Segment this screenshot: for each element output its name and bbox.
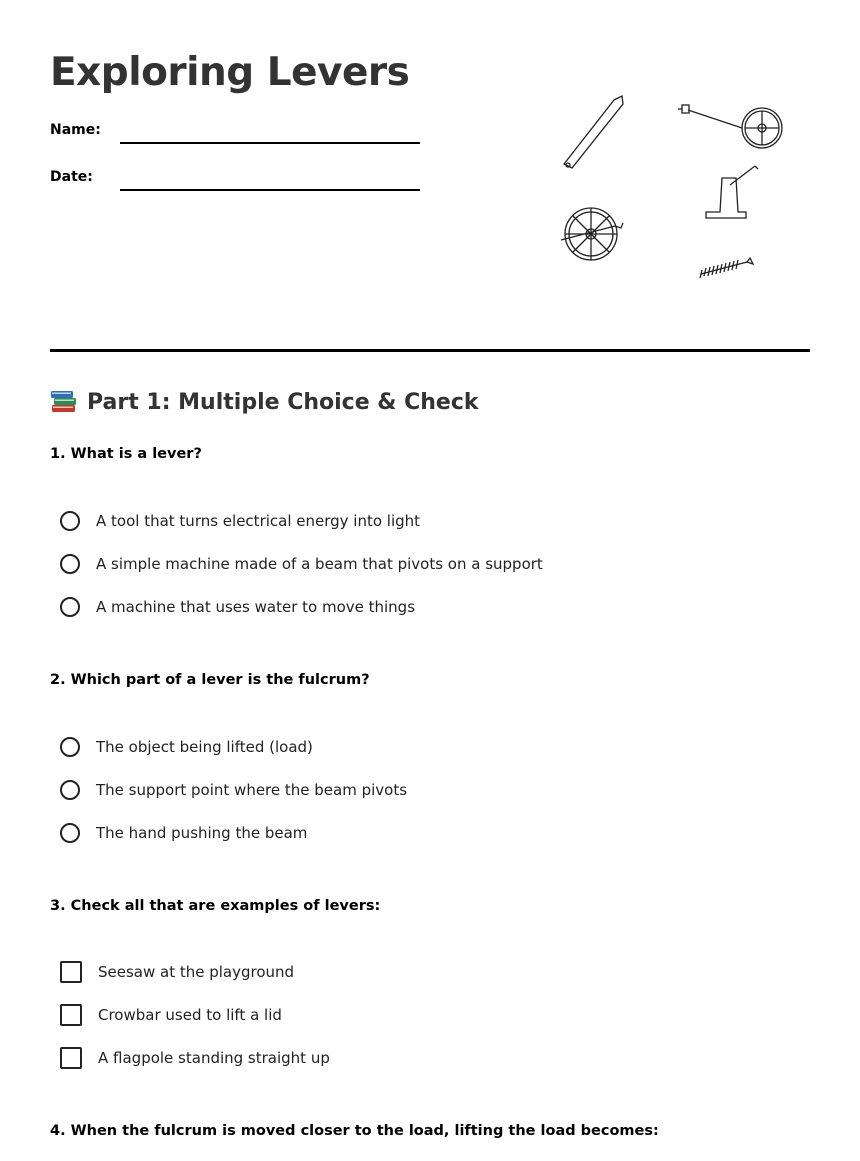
name-line[interactable] (120, 142, 420, 144)
radio-button[interactable] (60, 823, 80, 843)
q1-option-1[interactable] (60, 508, 420, 534)
name-field[interactable] (50, 122, 430, 152)
part1-heading-text: Part 1: Multiple Choice & Check (87, 389, 479, 415)
q1-option-3[interactable] (60, 594, 415, 620)
checkbox[interactable] (60, 961, 82, 983)
q2-option-3[interactable] (60, 820, 307, 846)
wheel-axle-icon (678, 105, 782, 148)
option-label: A machine that uses water to move things (96, 598, 416, 616)
option-label: The object being lifted (load) (96, 738, 313, 756)
q2-option-1[interactable] (60, 734, 313, 760)
lever-post-icon (706, 166, 758, 218)
question-4: 4. When the fulcrum is moved closer to the load, lifting the load becomes: (50, 1123, 659, 1139)
option-label: A tool that turns electrical energy into light (96, 512, 421, 530)
radio-button[interactable] (60, 597, 80, 617)
checkbox[interactable] (60, 1004, 82, 1026)
lever-bar-icon (564, 96, 623, 168)
q2-option-2[interactable] (60, 777, 407, 803)
question-3: 3. Check all that are examples of levers: (50, 898, 381, 914)
simple-machines-illustration (555, 90, 795, 290)
checkbox[interactable] (60, 1047, 82, 1069)
radio-button[interactable] (60, 554, 80, 574)
pulley-wheel-icon (561, 208, 623, 260)
date-label: Date: (50, 169, 93, 185)
worksheet-page (50, 0, 810, 1161)
option-label: The support point where the beam pivots (96, 781, 408, 799)
radio-button[interactable] (60, 511, 80, 531)
date-field[interactable] (50, 169, 430, 199)
question-2: 2. Which part of a lever is the fulcrum? (50, 672, 370, 688)
q3-option-1[interactable] (60, 959, 294, 985)
radio-button[interactable] (60, 780, 80, 800)
header-divider (50, 349, 810, 352)
option-label: Seesaw at the playground (98, 963, 295, 981)
q1-option-2[interactable] (60, 551, 543, 577)
q3-option-3[interactable] (60, 1045, 330, 1071)
q3-option-2[interactable] (60, 1002, 282, 1028)
screw-icon (700, 258, 753, 278)
question-1: 1. What is a lever? (50, 446, 202, 462)
name-label: Name: (50, 122, 101, 138)
option-label: The hand pushing the beam (96, 824, 308, 842)
part1-heading (50, 389, 479, 415)
radio-button[interactable] (60, 737, 80, 757)
books-icon (50, 389, 78, 415)
worksheet-title: Exploring Levers (50, 50, 410, 95)
date-line[interactable] (120, 189, 420, 191)
option-label: A simple machine made of a beam that pivots on a support (96, 555, 543, 573)
option-label: A flagpole standing straight up (98, 1049, 330, 1067)
option-label: Crowbar used to lift a lid (98, 1006, 282, 1024)
